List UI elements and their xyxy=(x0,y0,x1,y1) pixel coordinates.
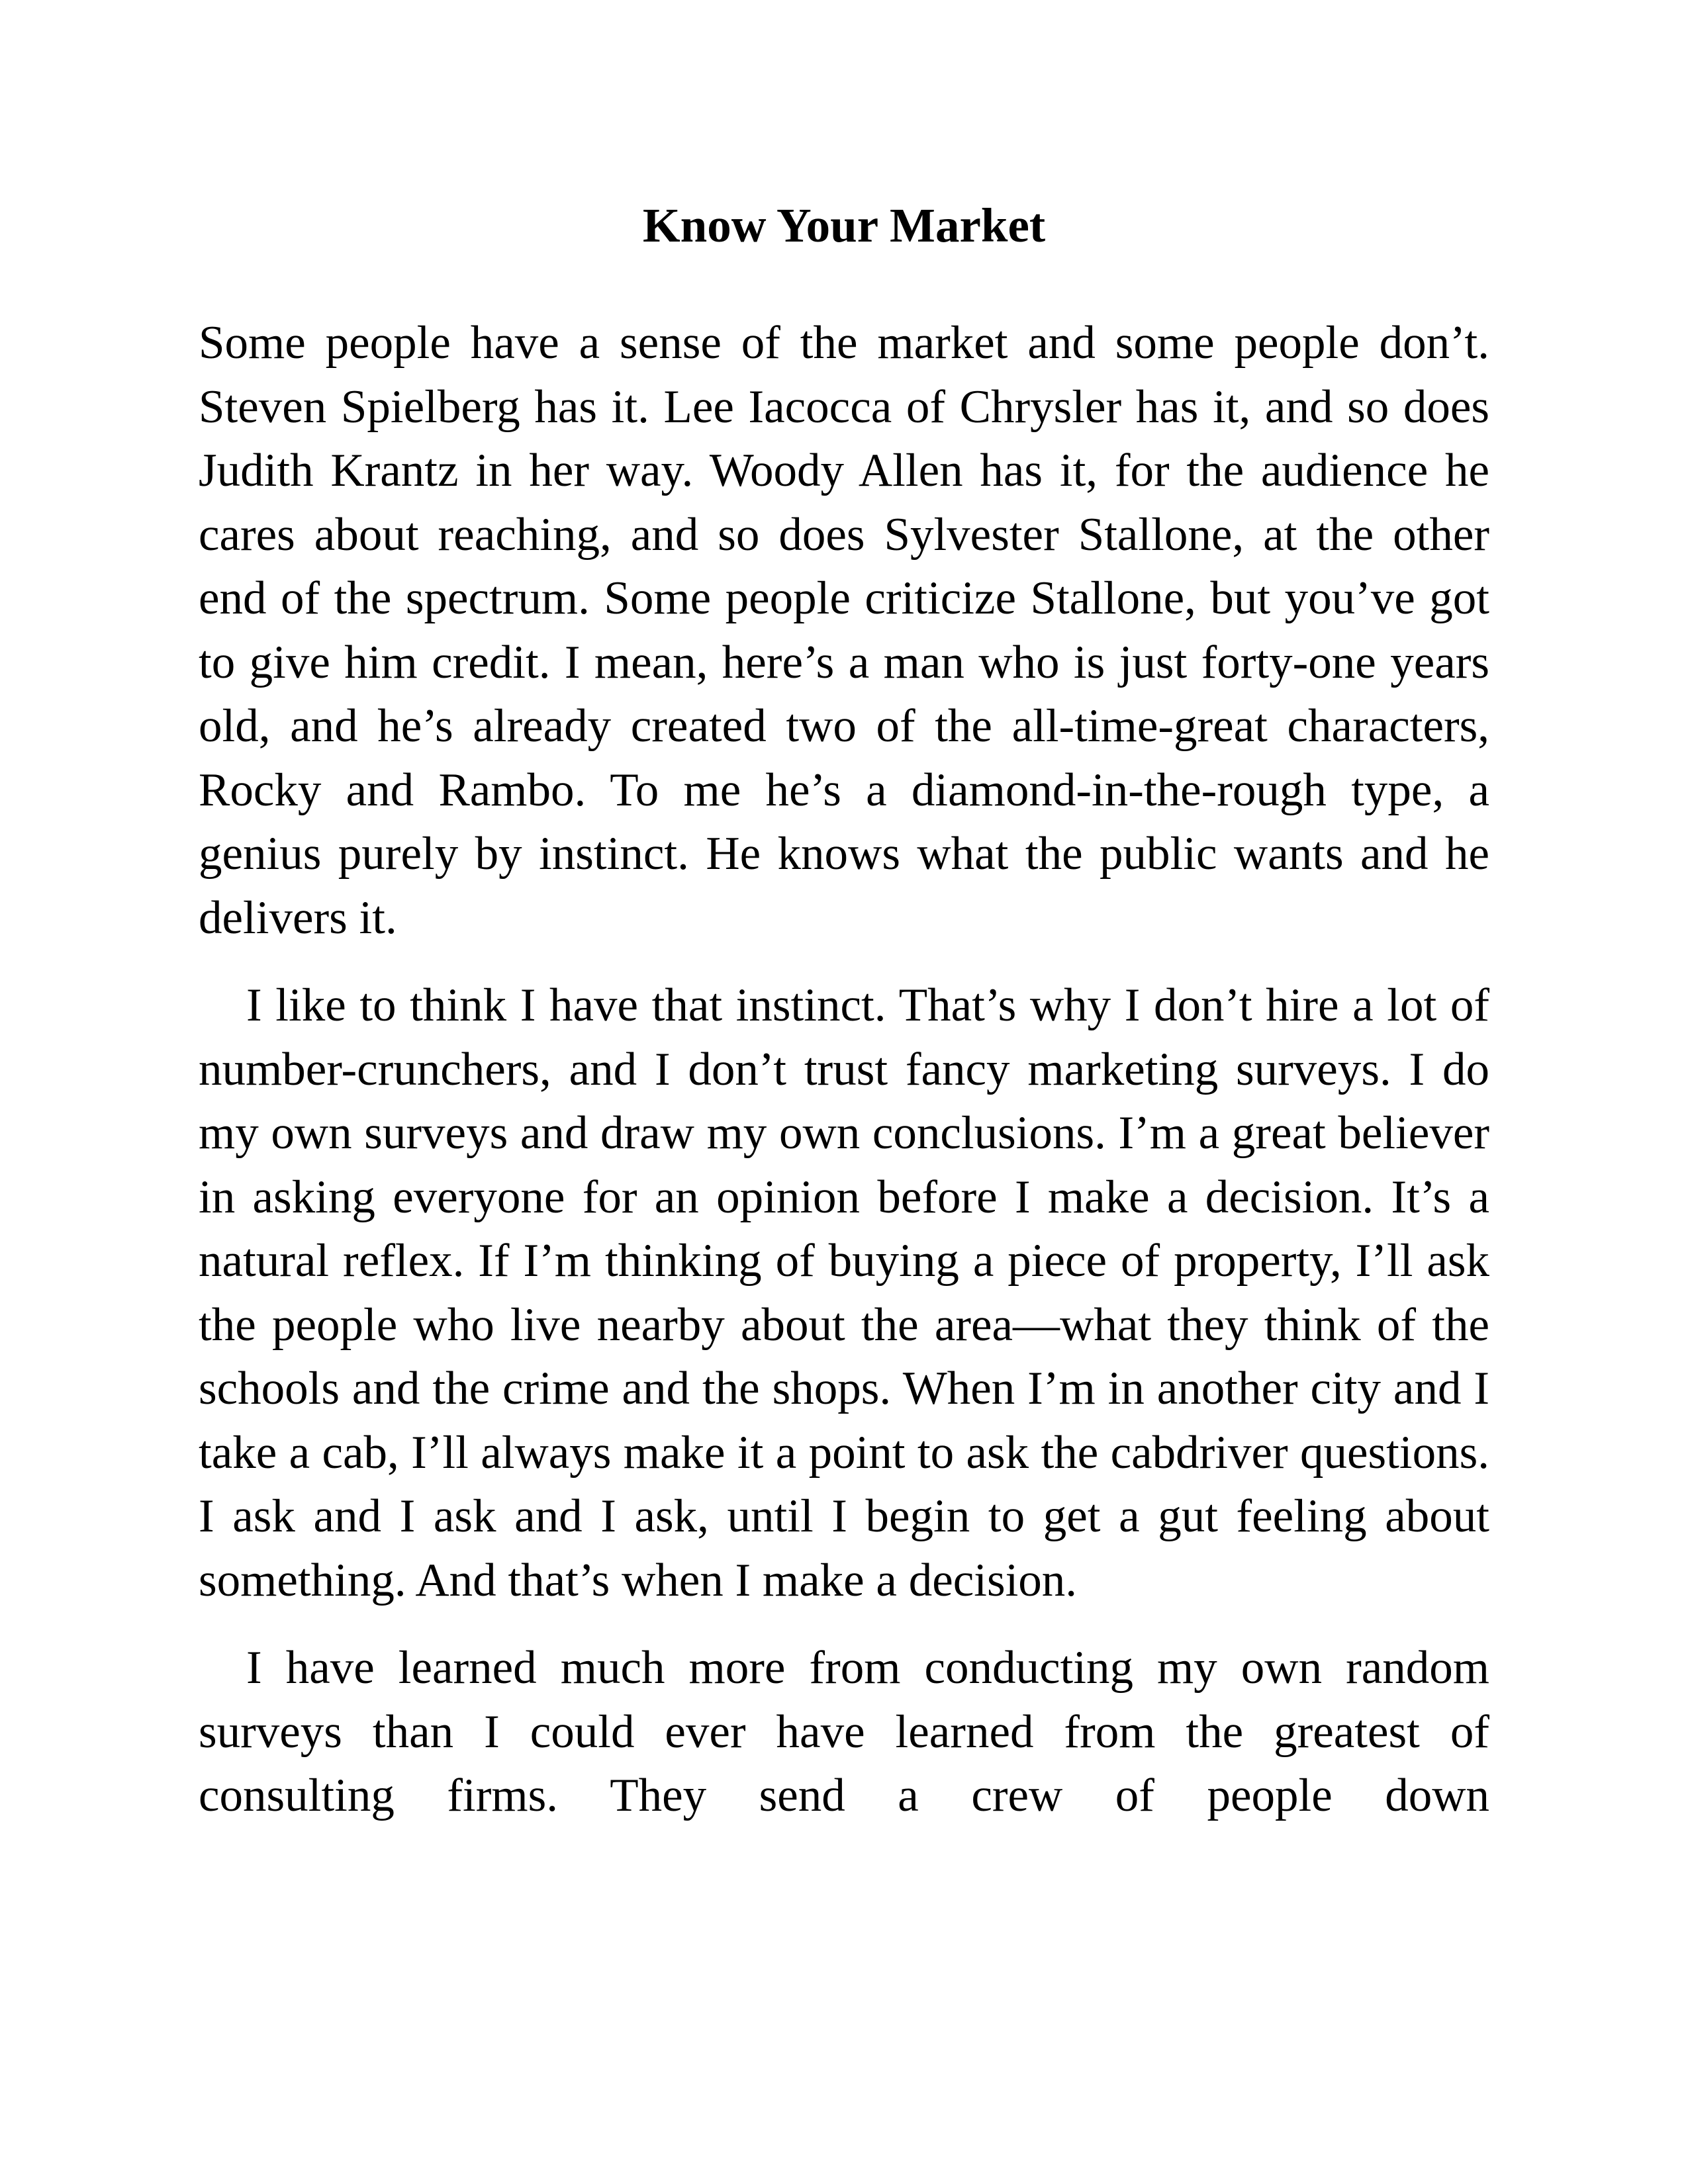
paragraph-2: I like to think I have that instinct. That’s why I don’t hire a lot of number-crunchers, and I don’t trust fancy marketing surveys. I do my own surveys and draw my own conclusions. I’m a great believer in asking everyone for an opinion before I make a decision. It’s a natural reflex. If I’m thinking of buying a piece of property, I’ll ask the people who live nearby about the area—what they think of the schools and the crime and the shops. When I’m in another city and I take a cab, I’ll always make it a point to ask the cabdriver questions. I ask and I ask and I ask, until I begin to get a gut feeling about something. And that’s when I make a decision. xyxy=(199,979,1489,1606)
paragraph-3: I have learned much more from conducting my own random surveys than I could ever have learned from the greatest of consulting firms. They send a crew of people down xyxy=(199,1642,1489,1821)
document-title: Know Your Market xyxy=(642,199,1046,252)
document-body xyxy=(199,311,1489,1852)
paragraph-1: Some people have a sense of the market and some people don’t. Steven Spielberg has it. Lee Iacocca of Chrysler has it, and so does Judith Krantz in her way. Woody Allen has it, for the audience he cares about reaching, and so does Sylvester Stallone, at the other end of the spectrum. Some people criticize Stallone, but you’ve got to give him credit. I mean, here’s a man who is just forty-one years old, and he’s already created two of the all-time-great characters, Rocky and Rambo. To me he’s a diamond-in-the-rough type, a genius purely by instinct. He knows what the public wants and he delivers it. xyxy=(199,317,1489,944)
